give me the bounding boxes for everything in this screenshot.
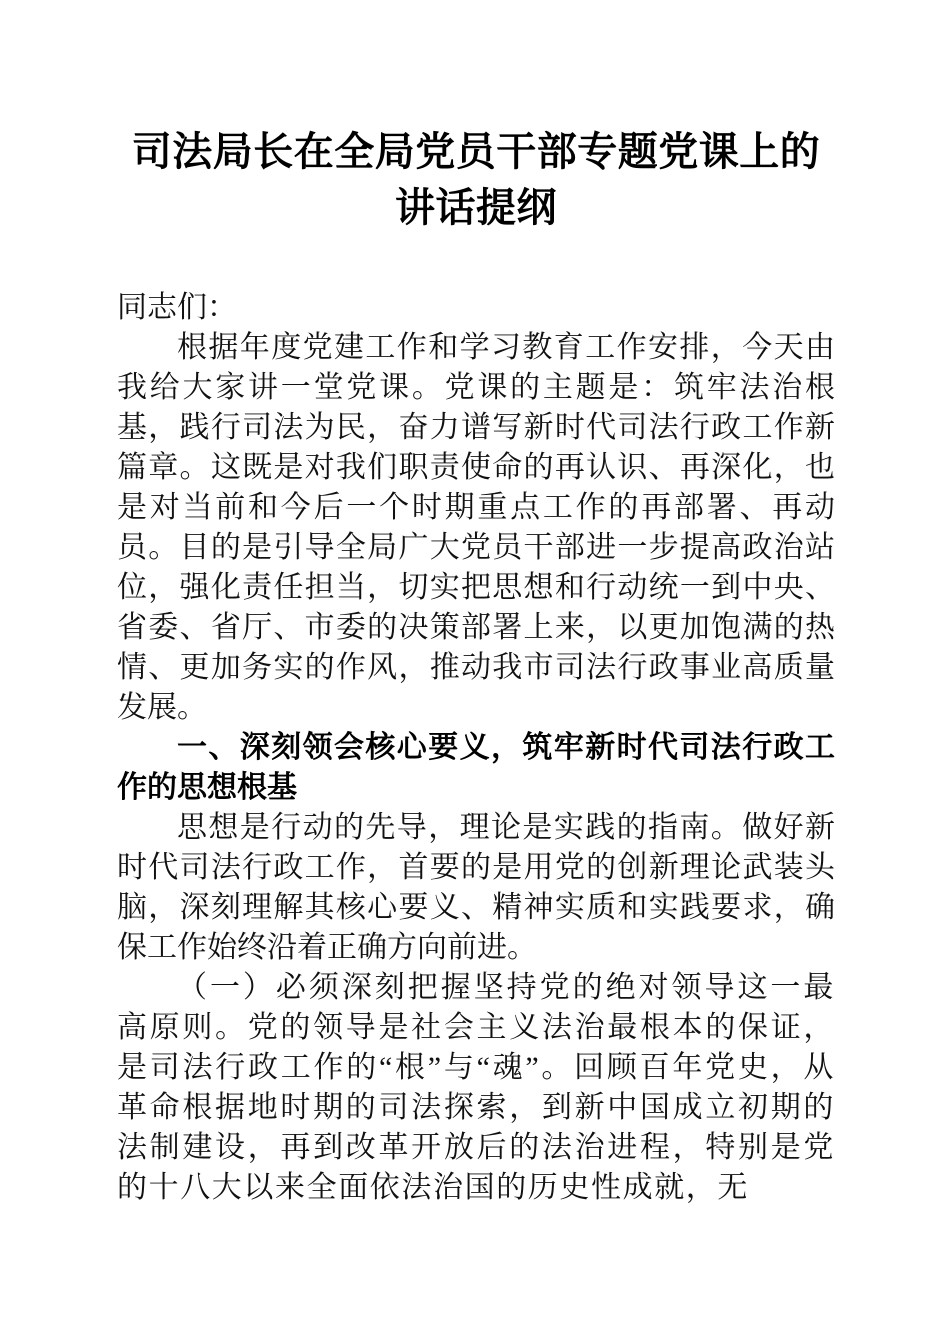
- page-title: 司法局长在全局党员干部专题党课上的讲话提纲: [131, 129, 821, 230]
- heading-section-one: 一、深刻领会核心要义，筑牢新时代司法行政工作的思想根基: [117, 731, 835, 804]
- subsection-one-paragraph: （一）必须深刻把握坚持党的绝对领导这一最高原则。党的领导是社会主义法治最根本的保证，是司法行政工作的“根”与“魂”。回顾百年党史，从革命根据地时期的司法探索，到新中国成立初期的法制建设，再到改革开放后的法治进程，特别是党的十八大以来全面依法治国的历史性成就，无: [117, 971, 835, 1204]
- salutation: 同志们：: [117, 291, 237, 324]
- document-body: [117, 0, 835, 1208]
- section-one-paragraph: 思想是行动的先导，理论是实践的指南。做好新时代司法行政工作，首要的是用党的创新理论武装头脑，深刻理解其核心要义、精神实质和实践要求，确保工作始终沿着正确方向前进。: [117, 811, 835, 964]
- intro-paragraph: 根据年度党建工作和学习教育工作安排，今天由我给大家讲一堂党课。党课的主题是：筑牢法治根基，践行司法为民，奋力谱写新时代司法行政工作新篇章。这既是对我们职责使命的再认识、再深化，也是对当前和今后一个时期重点工作的再部署、再动员。目的是引导全局广大党员干部进一步提高政治站位，强化责任担当，切实把思想和行动统一到中央、省委、省厅、市委的决策部署上来，以更加饱满的热情、更加务实的作风，推动我市司法行政事业高质量发展。: [117, 331, 835, 724]
